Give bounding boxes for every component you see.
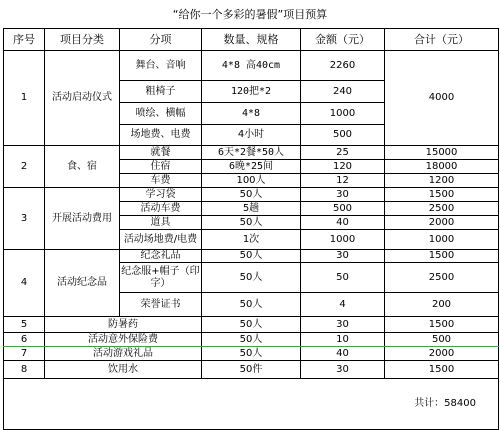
item-qty: 50件 (202, 361, 301, 379)
item-amount: 1000 (301, 230, 385, 250)
item-name: 纪念服+帽子（印字） (120, 263, 202, 293)
item-total: 1000 (385, 230, 499, 250)
group-no: 2 (4, 146, 45, 188)
item-name: 住宿 (120, 160, 202, 174)
total-row (4, 379, 499, 430)
item-amount: 40 (301, 347, 385, 361)
item-name: 活动游戏礼品 (45, 347, 202, 361)
header-category: 项目分类 (45, 29, 120, 51)
item-qty: 1次 (202, 230, 301, 250)
group-total: 4000 (385, 51, 499, 146)
item-amount: 30 (301, 250, 385, 263)
document-title: “给你一个多彩的暑假”项目预算 (172, 8, 328, 21)
item-name: 纪念礼品 (120, 250, 202, 263)
item-name: 场地费、电费 (120, 125, 202, 146)
item-name: 就餐 (120, 146, 202, 160)
item-qty: 50人 (202, 293, 301, 317)
item-total: 2500 (385, 202, 499, 216)
row-no: 5 (4, 317, 45, 333)
header-total: 合计（元） (385, 29, 499, 51)
item-name: 学习袋 (120, 188, 202, 202)
table-row (4, 347, 499, 361)
item-qty: 120把*2 (202, 81, 301, 103)
group-category: 开展活动费用 (45, 188, 120, 250)
item-qty: 6天*2餐*50人 (202, 146, 301, 160)
item-name: 道具 (120, 216, 202, 230)
header-no: 序号 (4, 29, 45, 51)
item-total: 200 (385, 293, 499, 317)
item-total: 2000 (385, 216, 499, 230)
item-total: 2000 (385, 347, 499, 361)
item-qty: 50人 (202, 263, 301, 293)
table-row (4, 361, 499, 379)
group-category: 活动纪念品 (45, 250, 120, 317)
item-name: 饮用水 (45, 361, 202, 379)
item-amount: 30 (301, 317, 385, 333)
item-amount: 40 (301, 216, 385, 230)
item-name: 粗椅子 (120, 81, 202, 103)
item-qty: 5趟 (202, 202, 301, 216)
item-amount: 240 (301, 81, 385, 103)
item-qty: 4*8 高40cm (202, 51, 301, 81)
item-total: 1500 (385, 188, 499, 202)
row-no: 8 (4, 361, 45, 379)
group-category: 活动启动仪式 (45, 51, 120, 146)
row-no: 7 (4, 347, 45, 361)
item-amount: 30 (301, 361, 385, 379)
item-qty: 100人 (202, 174, 301, 188)
item-total: 1500 (385, 361, 499, 379)
item-amount: 12 (301, 174, 385, 188)
item-name: 车费 (120, 174, 202, 188)
item-amount: 500 (301, 125, 385, 146)
item-qty: 50人 (202, 347, 301, 361)
item-name: 活动车费 (120, 202, 202, 216)
item-total: 18000 (385, 160, 499, 174)
budget-table (3, 28, 499, 430)
header-item: 分项 (120, 29, 202, 51)
item-amount: 1000 (301, 103, 385, 125)
item-name: 喷绘、横幅 (120, 103, 202, 125)
group-no: 3 (4, 188, 45, 250)
grand-total: 共计：58400 (4, 379, 499, 430)
item-total: 1500 (385, 250, 499, 263)
item-amount: 10 (301, 333, 385, 347)
item-total: 2500 (385, 263, 499, 293)
table-row (4, 146, 499, 160)
header-amount: 金额（元） (301, 29, 385, 51)
table-row (4, 250, 499, 263)
table-row (4, 333, 499, 347)
item-total: 500 (385, 333, 499, 347)
table-row (4, 317, 499, 333)
header-qty: 数量、规格 (202, 29, 301, 51)
item-name: 防暑药 (45, 317, 202, 333)
item-total: 1200 (385, 174, 499, 188)
item-amount: 500 (301, 202, 385, 216)
item-qty: 50人 (202, 317, 301, 333)
item-amount: 50 (301, 263, 385, 293)
item-total: 1500 (385, 317, 499, 333)
item-total: 15000 (385, 146, 499, 160)
item-amount: 30 (301, 188, 385, 202)
item-amount: 4 (301, 293, 385, 317)
item-qty: 50人 (202, 250, 301, 263)
header-row (4, 29, 499, 51)
item-qty: 4*8 (202, 103, 301, 125)
group-category: 食、宿 (45, 146, 120, 188)
item-amount: 25 (301, 146, 385, 160)
item-name: 活动场地费/电费 (120, 230, 202, 250)
item-amount: 120 (301, 160, 385, 174)
group-no: 4 (4, 250, 45, 317)
group-no: 1 (4, 51, 45, 146)
item-qty: 4小时 (202, 125, 301, 146)
item-name: 荣誉证书 (120, 293, 202, 317)
table-row (4, 51, 499, 81)
item-amount: 2260 (301, 51, 385, 81)
row-no: 6 (4, 333, 45, 347)
item-qty: 50人 (202, 333, 301, 347)
item-qty: 50人 (202, 188, 301, 202)
table-row (4, 188, 499, 202)
item-qty: 6晚*25间 (202, 160, 301, 174)
item-name: 活动意外保险费 (45, 333, 202, 347)
item-name: 舞台、音响 (120, 51, 202, 81)
item-qty: 50人 (202, 216, 301, 230)
